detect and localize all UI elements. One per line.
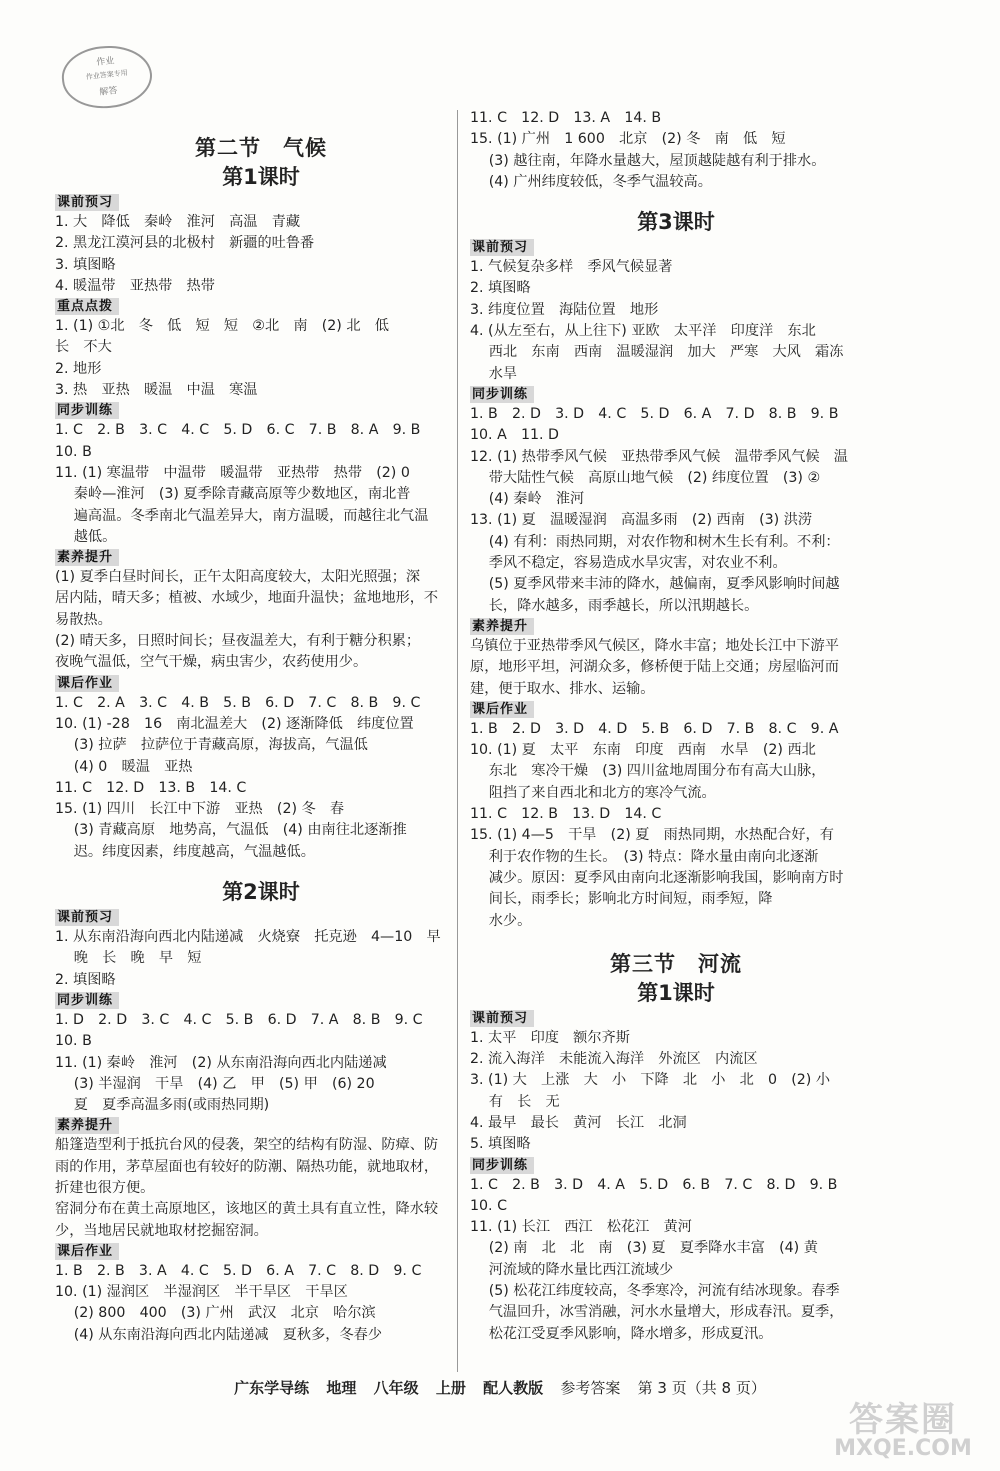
answer-line: 松花江受夏季风影响，降水增多，形成夏汛。 — [470, 1325, 773, 1342]
answer-line: 10. B — [55, 443, 92, 460]
answer-line: 3. 纬度位置 海陆位置 地形 — [470, 301, 659, 318]
footer-answers: 参考答案 — [560, 1379, 621, 1397]
answer-line: 2. 填图略 — [55, 971, 116, 988]
answer-line: 11. (1) 长江 西江 松花江 黄河 — [470, 1219, 692, 1236]
answer-line: 利于农作物的生长。 (3) 特点：降水量由南向北逐渐 — [470, 848, 819, 865]
answer-line: 11. (1) 寒温带 中温带 暖温带 亚热带 热带 (2) 0 — [55, 464, 410, 481]
answer-line: 减少。原因：夏季风由南向北逐渐影响我国，影响南方时 — [470, 869, 844, 886]
answer-line: 水少。 — [470, 912, 532, 929]
watermark-logo: 答案圈 — [849, 1400, 957, 1440]
answer-line: (3) 半湿润 干旱 (4) 乙 甲 (5) 甲 (6) 20 — [55, 1075, 375, 1092]
answer-line: 建，便于取水、排水、运输。 — [470, 680, 655, 697]
answer-line: 10. A 11. D — [470, 427, 559, 444]
label-quality: 素养提升 — [55, 1117, 119, 1134]
label-sync-training: 同步训练 — [55, 992, 119, 1009]
site-watermark — [818, 1392, 988, 1468]
answer-line: (3) 青藏高原 地势高，气温低 (4) 由南往北逐渐推 — [55, 822, 407, 839]
answer-line: (2) 800 400 (3) 广州 武汉 北京 哈尔滨 — [55, 1305, 376, 1322]
lesson2-sync-training — [55, 1010, 467, 1116]
continued-answers — [470, 108, 882, 193]
footer-page-number: 第 3 页（共 8 页） — [637, 1379, 766, 1397]
answer-line: 15. (1) 四川 长江中下游 亚热 (2) 冬 春 — [55, 801, 345, 818]
answer-line: 遍高温。冬季南北气温差异大，南方温暖，而越往北气温 — [55, 507, 429, 524]
answer-line: 气温回升，冰雪消融，河水水量增大，形成春汛。夏季， — [470, 1304, 844, 1321]
section3-sync-training — [470, 1175, 882, 1345]
label-quality: 素养提升 — [470, 618, 534, 635]
answer-line: 11. (1) 秦岭 淮河 (2) 从东南沿海向西北内陆递减 — [55, 1054, 387, 1071]
lesson2-quality — [55, 1135, 467, 1241]
answer-line: 折建也很方便。 — [55, 1179, 155, 1196]
lesson-1-title: 第1课时 — [222, 165, 300, 189]
answer-line: 3. 热 亚热 暖温 中温 寒温 — [55, 382, 258, 399]
lesson1-homework — [55, 693, 467, 863]
answer-line: 晚 长 晚 早 短 — [55, 950, 202, 967]
answer-line: (2) 晴天多，日照时间长；昼夜温差大，有利于糖分积累； — [55, 633, 421, 650]
right-column — [470, 108, 882, 1345]
answer-line: (5) 夏季风带来丰沛的降水，越偏南，夏季风影响时间越 — [470, 576, 840, 593]
label-homework: 课后作业 — [55, 675, 119, 692]
stamp-line-1: 作业 — [95, 56, 115, 68]
answer-line: 居内陆，晴天多；植被、水域少，地面升温快；盆地地形，不 — [55, 590, 439, 607]
lesson3-sync-training — [470, 404, 882, 617]
lesson3-preview — [470, 257, 882, 385]
answer-line: (4) 广州纬度较低，冬季气温较高。 — [470, 173, 712, 190]
answer-line: 10. C — [470, 1197, 507, 1214]
answer-line: 10. (1) 湿润区 半湿润区 半干旱区 干旱区 — [55, 1284, 348, 1301]
footer-subject: 地理 — [326, 1379, 357, 1397]
answer-line: (4) 有利：雨热同期，对农作物和树木生长有利。不利： — [470, 533, 840, 550]
answer-line: 1. D 2. D 3. C 4. C 5. B 6. D 7. A 8. B 9. C — [55, 1011, 423, 1028]
answer-line: 1. B 2. D 3. D 4. C 5. D 6. A 7. D 8. B 9. B — [470, 405, 839, 422]
answer-line: 1. 从东南沿海向西北内陆递减 火烧寮 托克逊 4—10 早 — [55, 929, 441, 946]
lesson1-preview — [55, 212, 467, 297]
footer-brand: 广东学导练 — [234, 1379, 310, 1397]
answer-line: 有 长 无 — [470, 1093, 560, 1110]
section3-lesson-1-title: 第1课时 — [637, 980, 715, 1005]
answer-line: 2. 流入海洋 未能流入海洋 外流区 内流区 — [470, 1051, 758, 1068]
label-sync-training: 同步训练 — [470, 386, 534, 403]
label-key-points: 重点点拨 — [55, 298, 119, 315]
answer-line: 1. C 2. B 3. C 4. C 5. D 6. C 7. B 8. A 9. B — [55, 422, 421, 439]
lesson3-homework — [470, 719, 882, 932]
lesson-2-title: 第2课时 — [222, 880, 300, 905]
answer-line: 间长，雨季长；影响北方时间短，雨季短，降 — [470, 891, 773, 908]
section-title-climate: 第二节 气候 — [195, 136, 327, 160]
answer-line: 季风不稳定，容易造成水旱灾害，对农业不利。 — [470, 555, 787, 572]
answer-line: 1. C 2. B 3. D 4. A 5. D 6. B 7. C 8. D 9. B — [470, 1176, 838, 1193]
answer-line: 易散热。 — [55, 611, 112, 628]
answer-line: (5) 松花江纬度较高，冬季寒冷，河流有结冰现象。春季 — [470, 1283, 840, 1300]
answer-line: 11. C 12. D 13. B 14. C — [55, 779, 247, 796]
answer-line: 乌镇位于亚热带季风气候区，降水丰富；地处长江中下游平 — [470, 637, 839, 654]
answer-line: 10. (1) 夏 太平 东南 印度 西南 水旱 (2) 西北 — [470, 742, 816, 759]
answer-line: 11. C 12. D 13. A 14. B — [470, 110, 662, 126]
answer-line: 2. 填图略 — [470, 280, 531, 297]
answer-line: 1. 气候复杂多样 季风气候显著 — [470, 259, 673, 276]
answer-line: 原，地形平坦，河湖众多，修桥便于陆上交通；房屋临河而 — [470, 659, 839, 676]
answer-line: 4. 暖温带 亚热带 热带 — [55, 277, 215, 294]
answer-line: 12. (1) 热带季风气候 亚热带季风气候 温带季风气候 温 — [470, 448, 848, 465]
label-preview: 课前预习 — [55, 194, 119, 211]
answer-line: 少，当地居民就地取材挖掘窑洞。 — [55, 1222, 268, 1239]
lesson2-preview — [55, 927, 467, 991]
answer-line: 15. (1) 广州 1 600 北京 (2) 冬 南 低 短 — [470, 131, 786, 148]
answer-line: 水旱 — [470, 365, 518, 382]
lesson1-quality — [55, 567, 467, 673]
answer-line: (3) 拉萨 拉萨位于青藏高原，海拔高，气温低 — [55, 737, 368, 754]
answer-line: 1. 大 降低 秦岭 淮河 高温 青藏 — [55, 214, 301, 230]
answer-line: 越低。 — [55, 528, 117, 545]
answer-line: 2. 地形 — [55, 360, 102, 377]
section3-preview — [470, 1028, 882, 1156]
answer-line: 4. 最早 最长 黄河 长江 北洞 — [470, 1114, 687, 1131]
answer-line: 3. 填图略 — [55, 256, 116, 273]
homework-stamp — [59, 41, 155, 112]
lesson1-key-points — [55, 316, 467, 401]
lesson-3-title: 第3课时 — [637, 210, 715, 235]
footer-grade: 八年级 — [373, 1379, 419, 1397]
answer-line: 10. B — [55, 1033, 92, 1050]
answer-line: 长，降水越多，雨季越长，所以汛期越长。 — [470, 597, 759, 614]
label-sync-training: 同步训练 — [55, 402, 119, 419]
label-sync-training: 同步训练 — [470, 1157, 534, 1174]
answer-line: 1. B 2. D 3. D 4. D 5. B 6. D 7. B 8. C 9. A — [470, 720, 839, 737]
label-quality: 素养提升 — [55, 549, 119, 566]
answer-line: (1) 夏季白昼时间长，正午太阳高度较大，太阳光照强；深 — [55, 569, 421, 586]
answer-line: 2. 黑龙江漠河县的北极村 新疆的吐鲁番 — [55, 235, 315, 252]
answer-line: 4. (从左至右，从上往下) 亚欧 太平洋 印度洋 东北 — [470, 323, 816, 340]
answer-line: 雨的作用，茅草屋面也有较好的防潮、隔热功能，就地取材， — [55, 1158, 439, 1175]
answer-line: 1. (1) ①北 冬 低 短 短 ②北 南 (2) 北 低 — [55, 318, 389, 335]
label-preview: 课前预习 — [470, 239, 534, 256]
label-preview: 课前预习 — [470, 1010, 534, 1027]
answer-line: 13. (1) 夏 温暖湿润 高温多雨 (2) 西南 (3) 洪涝 — [470, 512, 813, 529]
lesson2-homework — [55, 1261, 467, 1346]
answer-line: 1. C 2. A 3. C 4. B 5. B 6. D 7. C 8. B 9. C — [55, 694, 421, 711]
label-homework: 课后作业 — [470, 701, 534, 718]
answer-line: 夏 夏季高温多雨(或雨热同期) — [55, 1097, 270, 1114]
answer-line: 11. C 12. B 13. D 14. C — [470, 806, 662, 823]
stamp-line-3: 解答 — [99, 86, 119, 98]
label-preview: 课前预习 — [55, 909, 119, 926]
answer-line: 夜晚气温低，空气干燥，病虫害少，农药使用少。 — [55, 654, 368, 671]
answer-line: (3) 越往南，年降水量越大，屋顶越陡越有利于排水。 — [470, 152, 826, 169]
answer-line: 长 不大 — [55, 339, 112, 356]
answer-line: 1. B 2. B 3. A 4. C 5. D 6. A 7. C 8. D 9. C — [55, 1262, 422, 1279]
answer-line: 秦岭—淮河 (3) 夏季除青藏高原等少数地区，南北普 — [55, 486, 411, 503]
answer-line: 阻挡了来自西北和北方的寒冷气流。 — [470, 784, 716, 801]
answer-line: 带大陆性气候 高原山地气候 (2) 纬度位置 (3) ② — [470, 469, 821, 486]
answer-line: 东北 寒冷干燥 (3) 四川盆地周围分布有高大山脉， — [470, 763, 826, 780]
label-homework: 课后作业 — [55, 1243, 119, 1260]
answer-line: (4) 秦岭 淮河 — [470, 491, 585, 508]
answer-line: 1. 太平 印度 额尔齐斯 — [470, 1029, 630, 1046]
answer-line: (4) 从东南沿海向西北内陆递减 夏秋多，冬春少 — [55, 1326, 383, 1343]
answer-line: 船篷造型利于抵抗台风的侵袭，架空的结构有防湿、防瘴、防 — [55, 1137, 439, 1154]
footer-edition: 配人教版 — [483, 1379, 544, 1397]
stamp-line-2: 作业答案专用 — [85, 68, 129, 82]
answer-line: 15. (1) 4—5 干旱 (2) 夏 雨热同期，水热配合好，有 — [470, 827, 834, 844]
answer-line: 西北 东南 西南 温暖湿润 加大 严寒 大风 霜冻 — [470, 344, 844, 361]
answer-line: (2) 南 北 北 南 (3) 夏 夏季降水丰富 (4) 黄 — [470, 1240, 818, 1257]
answer-line: 河流域的降水量比西江流域少 — [470, 1261, 674, 1278]
left-column — [55, 130, 467, 1346]
lesson3-quality — [470, 636, 882, 700]
lesson1-sync-training — [55, 420, 467, 548]
answer-line: 10. (1) -28 16 南北温差大 (2) 逐渐降低 纬度位置 — [55, 715, 414, 732]
watermark-url: MXQE.COM — [834, 1436, 972, 1461]
answer-line: 5. 填图略 — [470, 1136, 531, 1153]
section-title-rivers: 第三节 河流 — [610, 951, 742, 976]
answer-line: (4) 0 暖温 亚热 — [55, 758, 193, 775]
answer-line: 迟。纬度因素，纬度越高，气温越低。 — [55, 843, 315, 860]
answer-line: 3. (1) 大 上涨 大 小 下降 北 小 北 0 (2) 小 — [470, 1072, 831, 1089]
answer-line: 窑洞分布在黄土高原地区，该地区的黄土具有直立性，降水较 — [55, 1201, 439, 1218]
footer-volume: 上册 — [435, 1379, 466, 1397]
